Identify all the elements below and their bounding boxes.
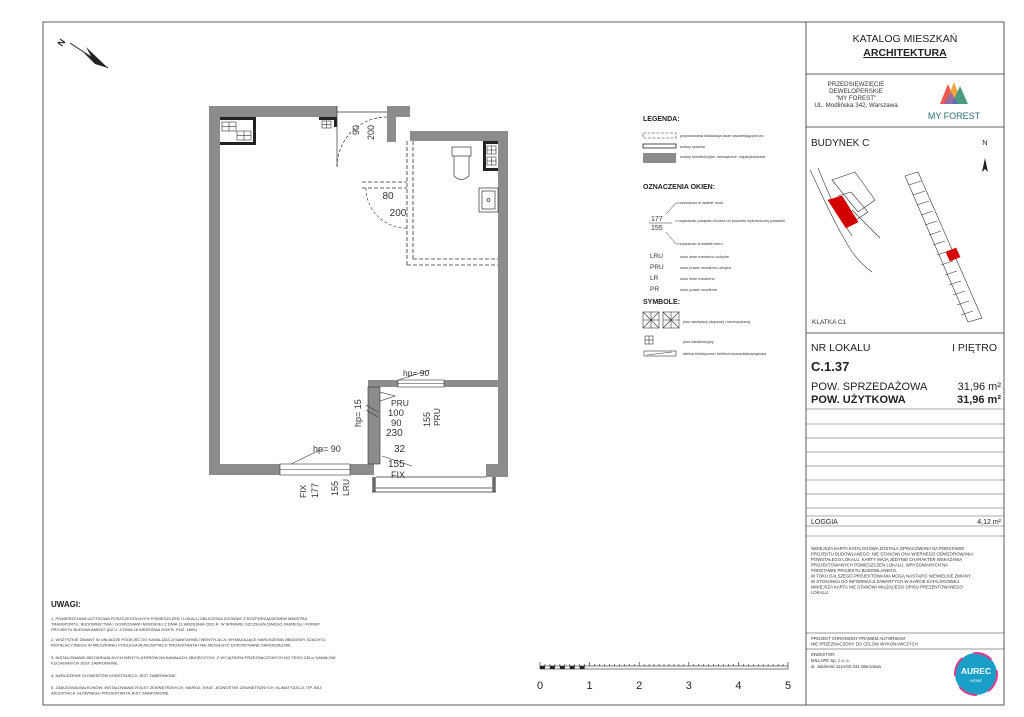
note-line: PROJEKTU BUDOWLANEGO (DZ.U. Z DNIA 18 WRZEŚNIA 2020 R. POZ. 1609) <box>51 627 197 632</box>
scale-tick-label: 0 <box>536 680 544 692</box>
note-line: 4. NARUSZENIE ELEMENTÓW KONSTRUKCJI JEST ZABRONIONE. <box>51 673 177 678</box>
scale-segment <box>540 666 545 669</box>
note-line: 1. POWIERZCHNIA UŻYTKOWA POSZCZEGÓLNYCH POMIESZCZEŃ I LOKALU OBLICZONA ZGODNIE Z ROZPORZĄDZENIEM MINISTRA <box>51 616 308 621</box>
entry-door-height: 200 <box>366 124 376 140</box>
copyright-line2: NIE PRZEZNACZONY DO CELÓW WYKONAWCZYCH <box>811 641 918 647</box>
legend-item: proponowana lokalizacja ścian wydzielających wc <box>680 134 764 138</box>
unit-floor: I PIĘTRO <box>952 342 997 354</box>
my-forest-logo <box>940 82 968 104</box>
note-line: 5. ZABUDOWA BALKONÓW, INSTALOWANIE ROLET ZEWNĘTRZNYCH, MARKIZ, KRAT, JEDNOSTEK ZEWNĘTRZNYCH, KLIMATYZACJI, ITP. BEZ <box>51 685 322 690</box>
site-north-icon <box>982 158 988 172</box>
window-example-bottom: 155 <box>651 225 663 232</box>
sales-area-value: 31,96 m² <box>957 381 1001 393</box>
section-title: ARCHITEKTURA <box>863 47 947 59</box>
wc-door-height: 200 <box>389 208 407 219</box>
staircase-label: KLATKA C1 <box>812 319 847 326</box>
investor-address: ul. Jubilerski 111A/32-231 Warszawa <box>811 664 881 669</box>
developer-line3: "MY FOREST" <box>835 95 877 102</box>
symbol-desc: tablica elektryczna i teletechniczna/słaboprądowa <box>683 352 767 356</box>
window-code: PR <box>650 286 660 293</box>
scale-segment <box>570 666 575 669</box>
note-line: 2. WSZYSTKIE ZMIANY W UKŁADZIE PODEJŚĆ DO KANALIZACJI SANITARNEJ WENTYLACJI, WYMAGAJĄCE NARUSZENIA OBUDOWY SZACHTU <box>51 637 326 642</box>
fix-window-width: 155 <box>388 459 405 470</box>
copyright-line1: PROJEKT CHRONIONY PRAWEM AUTORSKIM <box>811 636 905 641</box>
window-pru-width: 100 <box>388 408 404 419</box>
window-note-sill: wysokość parapetu liczona od poziomu wykończonej posadzki <box>680 219 785 223</box>
plan-walls <box>209 106 508 492</box>
vent-symbol-icon <box>643 312 679 328</box>
sheet-frame <box>43 22 1004 705</box>
window-pru-sill: 90 <box>391 418 402 429</box>
sink-icon <box>479 188 498 212</box>
developer-line2: DEWELOPERSKIE <box>829 88 883 95</box>
sales-area-label: POW. SPRZEDAŻOWA <box>811 381 928 393</box>
window-hp-bottom: hp= 90 <box>313 444 341 454</box>
balcony-door-width: 230 <box>386 428 403 439</box>
symbol-desc: pion kanalizacyjny <box>683 340 714 344</box>
disclaimer-block <box>811 546 973 595</box>
symbols-title: SYMBOLE: <box>643 299 680 306</box>
proposed-wc-walls <box>362 141 498 265</box>
left-window-fix-value: 177 <box>310 482 320 498</box>
window-pru-label: PRU <box>391 398 409 408</box>
investor-name: MILLAPE Sp. z o. o. <box>811 658 850 663</box>
left-window-lru-value: 155 <box>330 480 340 496</box>
window-example-top: 177 <box>651 216 663 223</box>
north-arrow-icon <box>70 43 108 68</box>
sewage-symbol-icon <box>645 336 653 344</box>
toilet-icon <box>452 147 471 180</box>
scale-tick-label: 2 <box>636 680 643 692</box>
disclaimer-line: W STOSUNKU DO INFORMACJI ZAWARTYCH W KARCIE KATALOGOWEJ. <box>811 579 961 584</box>
site-north-label: N <box>982 138 988 147</box>
loggia-label: LOGGIA <box>811 519 838 526</box>
north-arrow-label: N <box>55 37 68 49</box>
floor-plan <box>209 106 508 498</box>
disclaimer-line: LOKALU. <box>811 590 830 595</box>
unit-number: C.1.37 <box>811 359 850 374</box>
site-plan <box>810 168 982 322</box>
aurec-logo-line2: HOME <box>970 678 982 683</box>
window-code: PRU <box>650 264 664 271</box>
symbol-desc: pion wentylacji otopowej / mechanicznej <box>683 320 751 324</box>
developer-line4: UL. Modlińska 342, Warszawa <box>814 102 898 109</box>
balcony-door-hp: hp= 15 <box>353 399 363 427</box>
entry-door <box>337 106 387 167</box>
my-forest-logo-text: MY FOREST <box>927 111 981 121</box>
scale-segment <box>560 666 565 669</box>
disclaimer-line: NINIEJSZA KARTA KATALOGOWA ZOSTAŁA OPRACOWANA NA PODSTAWIE <box>811 546 965 551</box>
fix-window-label: FIX <box>391 470 406 480</box>
note-line: TRANSPORTU, BUDOWNICTWA I GOSPODARKI MORSKIEJ Z DNIA 11 WRZEŚNIA 2020 R. W SPRAWIE SZCZEGÓŁOWEGO ZAKRESU I FORMY <box>51 621 321 627</box>
scale-tick-label: 1 <box>586 680 593 692</box>
notes-title: UWAGI: <box>51 600 81 609</box>
disclaimer-line: PODSTAWIE PROJEKTU BUDOWLANEGO. <box>811 568 898 573</box>
wc-door-width: 80 <box>382 191 394 202</box>
note-line: 3. INSTALOWANIE INDYWIDUALNYCH WENTYLATORÓW NA KANAŁACH ZBIORCZYCH, Z WYJĄTKIEM PRZEZNACZONYCH DO TEGO CELU KANAŁÓW <box>51 655 336 660</box>
window-code-desc: okno lewe rozwierno-uchylne <box>680 255 729 259</box>
unit-nr-label: NR LOKALU <box>811 342 871 354</box>
balcony-door-sill: 32 <box>394 444 406 455</box>
scale-tick-label: 3 <box>685 680 692 692</box>
legend-item: ściany konstrukcyjne, zewnętrzne, międzylokalowe <box>680 155 766 159</box>
disclaimer-line: W TOKU DALSZEGO PROJEKTOWANIA MOGĄ NASTĄPIĆ NIEWIELKIE ZMIANY <box>811 573 971 579</box>
window-code: LR <box>650 275 659 282</box>
window-code-desc: okno prawe rozwierne <box>680 288 718 292</box>
scale-segment <box>580 666 585 669</box>
entry-door-width: 90 <box>351 124 361 135</box>
developer-line1: PRZEDSIĘWZIĘCIE <box>827 81 885 88</box>
window-note-height: wysokość w świetle muru <box>680 242 723 246</box>
scale-tick-label: 4 <box>735 680 742 692</box>
window-hp-top: hp= 90 <box>403 368 430 378</box>
disclaimer-line: PROJEKTU BUDOWLANEGO. NIE STANOWI ONA WIERNEGO ODWZOROWANIA <box>811 551 974 557</box>
window-code-desc: okno prawe rozwierno-uchylne <box>680 266 732 270</box>
side-window-value: 155 <box>422 411 432 427</box>
catalog-title: KATALOG MIESZKAŃ <box>852 33 958 45</box>
electrical-panel-icon <box>644 351 676 356</box>
investor-label: INWESTOR: <box>811 652 836 657</box>
legend-title: LEGENDA: <box>643 116 680 123</box>
scale-segment <box>550 666 555 669</box>
disclaimer-line: POWSTAŁEGO LOKALU. KARTY MAJĄ JEDYNIE CHARAKTER WSKAZANIA <box>811 557 963 562</box>
window-code-desc: okno lewe rozwierne <box>680 277 715 281</box>
building-label: BUDYNEK C <box>811 138 870 149</box>
notes-list <box>51 616 336 696</box>
disclaimer-line: PROJEKTOWANYCH POMIESZCZEŃ LOKALU, WRYSOWANYCH NA <box>811 562 949 568</box>
note-line: INSTALACYJNEGO W MIESZKANIU PODLEGAJĄ AKCEPTACJI PROJEKTANTA I NIE MOGĄ BYĆ DOKONYWANE SAMODZIELNIE. <box>51 642 292 648</box>
scale-tick-label: 5 <box>784 680 792 692</box>
disclaimer-line: NINIEJSZA KARTA NIE STANOWI WIĄŻĄCEGO OPISU PREZENTOWANEGO <box>811 584 963 590</box>
left-window-fix-label: FIX <box>298 484 308 498</box>
window-code: LRU <box>650 253 664 260</box>
left-window-lru-label: LRU <box>341 478 351 496</box>
loggia-value: 4,12 m² <box>977 519 1001 526</box>
window-note-width: szerokość w świetle muru <box>680 201 724 205</box>
area-table-rows <box>806 409 1004 536</box>
usable-area-label: POW. UŻYTKOWA <box>811 394 906 406</box>
note-line: KUCHENNYCH JEST ZABRONIONE. <box>51 660 119 666</box>
scale-bar <box>540 662 788 669</box>
window-codes-title: OZNACZENIA OKIEN: <box>643 184 716 191</box>
legend-item: ściany szachtu <box>680 145 705 149</box>
usable-area-value: 31,96 m² <box>956 394 1001 406</box>
note-line: AKCEPTACJI GŁÓWNEGO PROJEKTANTA JEST ZABRONIONE. <box>51 690 170 696</box>
side-window-code: PRU <box>432 408 442 426</box>
aurec-logo-line1: AUREC <box>960 666 992 676</box>
